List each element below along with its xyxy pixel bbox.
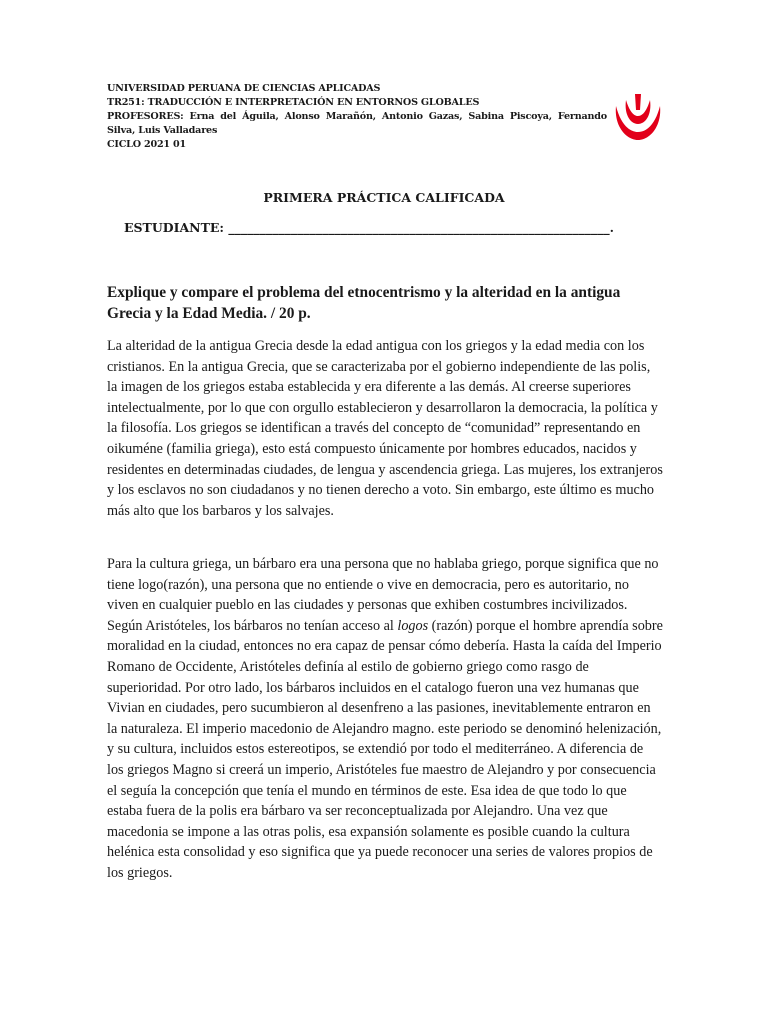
university-name: UNIVERSIDAD PERUANA DE CIENCIAS APLICADAS: [107, 83, 381, 94]
course-name: TR251: TRADUCCIÓN E INTERPRETACIÓN EN ENTORNOS GLOBALES: [107, 97, 480, 108]
professors-list: PROFESORES: Erna del Águila, Alonso Marañón, Antonio Gazas, Sabina Piscoya, Fernando Silva, Luis Valladares: [107, 111, 607, 136]
logos-term: logos: [397, 617, 429, 634]
document-title: PRIMERA PRÁCTICA CALIFICADA: [263, 190, 505, 205]
student-name-line: ESTUDIANTE: _____________________________________________________________.: [124, 220, 614, 235]
answer-paragraph-1: La alteridad de la antigua Grecia desde la edad antigua con los griegos y la edad media con los cristianos. En la antigua Grecia, que se caracterizaba por el gobierno independiente de las polis, la imagen de los griegos estaba establecida y era diferente a las demás. Al creerse superiores intelectualmente, por lo que con orgullo establecieron y desarrollaron la democracia, la política y la filosofía. Los griegos se identifican a través del concepto de “comunidad” representando en oikuméne (familia griega), esto está compuesto únicamente por hombres educados, nacidos y residentes en determinadas ciudades, de lengua y ascendencia griega. Las mujeres, los extranjeros y los esclavos no son ciudadanos y no tienen derecho a voto. Sin embargo, este último es mucho más alto que los barbaros y los salvajes.: [107, 338, 663, 519]
answer-paragraph-2: [107, 554, 663, 884]
document-header: [107, 82, 607, 152]
paragraph-2-text-end: (razón) porque el hombre aprendía sobre moralidad en la ciudad, entonces no era capaz de pensar cómo debería. Hasta la caída del Imperio Romano de Occidente, Aristóteles definía al estilo de gobierno griego como rasgo de superioridad. Por otro lado, los bárbaros incluidos en el catalogo fueron una vez humanas que Vivian en ciudades, pero sucumbieron al desenfreno a las pasiones, inevitablemente entraron en la naturaleza. El imperio macedonio de Alejandro magno. este periodo se denominó helenización, y su cultura, incluidos estos estereotipos, se extendió por todo el mediterráneo. A diferencia de los griegos Magno si creerá un imperio, Aristóteles fue maestro de Alejandro y por consecuencia el seguía la concepción que tenía el mundo en términos de este. Esa idea de que todo lo que estaba fuera de la polis era bárbaro va ser reconceptualizada por Alejandro. Una vez que macedonia se impone a las otras polis, esa expansión solamente es posible cuando la cultura helénica esta consolidad y eso significa que ya puede reconocer una series de valores propios de los griegos.: [107, 617, 663, 881]
cycle-label: CICLO 2021 01: [107, 139, 186, 150]
exam-question: Explique y compare el problema del etnocentrismo y la alteridad en la antigua Grecia y la Edad Media. / 20 p.: [107, 284, 621, 322]
upc-logo-icon: [612, 92, 664, 144]
paragraph-2-text-start: Para la cultura griega, un bárbaro era una persona que no hablaba griego, porque significa que no tiene logo(razón), una persona que no entiende o vive en democracia, pero es autoritario, no viven en cualquier pueblo en las ciudades y personas que exhiben costumbres incivilizados. Según Aristóteles, los bárbaros no tenían acceso al: [107, 556, 659, 634]
